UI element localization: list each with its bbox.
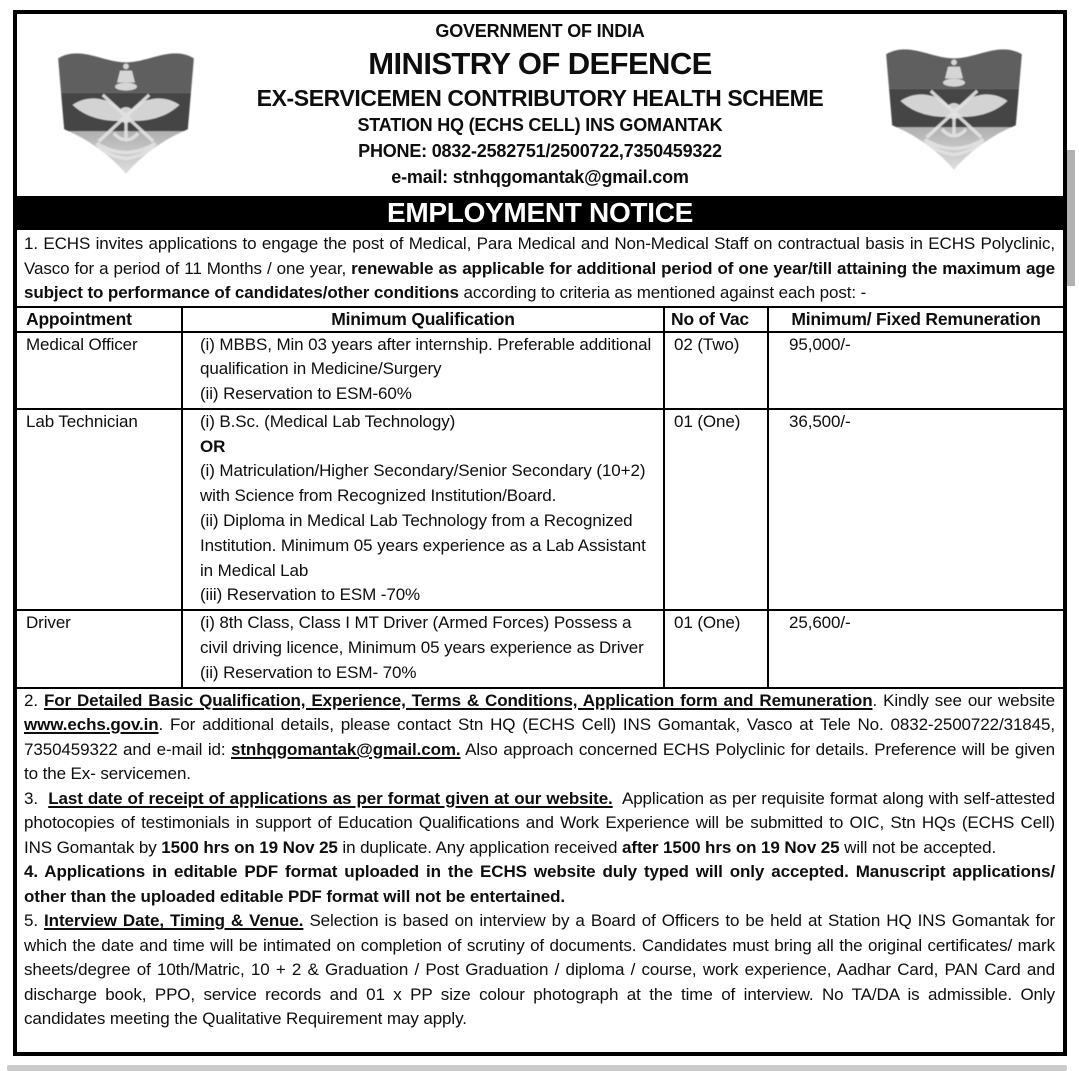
qualification-line: (i) B.Sc. (Medical Lab Technology) (200, 411, 456, 431)
qualification-line: (i) 8th Class, Class I MT Driver (Armed Forces) Possess a (200, 613, 632, 633)
ministry-line: MINISTRY OF DEFENCE (368, 46, 712, 81)
qualification-line: civil driving licence, Minimum 05 years experience as Driver (200, 638, 644, 658)
qualification-line: (ii) Reservation to ESM-60% (200, 384, 412, 404)
paragraph-details: 2. For Detailed Basic Qualification, Experience, Terms & Conditions, Application form and Remuneration. Kindly see our website www.echs.gov.in. For additional details, please contact Stn HQ (ECHS Cell) INS Gomantak, Vasco at Tele No. 0832-2500722/31845, 7350459322 and e-mail id: stnhqgomantak@gmail.com. Also approach concerned ECHS Polyclinic for details. Preference will be given to the Ex- servicemen. (24, 690, 1056, 784)
qualification-line: (i) MBBS, Min 03 years after internship. Preferable additional (200, 334, 652, 354)
remuneration-cell: 25,600/- (768, 610, 1063, 687)
qualification-line: (i) Matriculation/Higher Secondary/Senior Secondary (10+2) (200, 461, 646, 481)
paragraph-pdf-format: 4. Applications in editable PDF format uploaded in the ECHS website duly typed will only accepted. Manuscript applications/ other than the uploaded editable PDF format will not be entertained. (24, 862, 1055, 906)
scheme-line: EX-SERVICEMEN CONTRIBUTORY HEALTH SCHEME (256, 85, 824, 111)
tri-services-crest-icon (50, 42, 202, 184)
banner-title: EMPLOYMENT NOTICE (386, 197, 694, 228)
qualification-cell (182, 610, 664, 687)
government-line: GOVERNMENT OF INDIA (435, 21, 645, 41)
employment-notice-document (13, 10, 1067, 1056)
qualification-line: with Science from Recognized Institution/Board. (200, 486, 557, 506)
scan-artifact-bottom (7, 1065, 1067, 1071)
appointment-cell: Medical Officer (17, 332, 182, 409)
appointment-cell: Lab Technician (17, 409, 182, 610)
vacancy-table (17, 306, 1063, 689)
phone-line: PHONE: 0832-2582751/2500722,7350459322 (358, 141, 722, 161)
vacancy-cell: 01 (One) (664, 409, 768, 610)
letterhead (17, 14, 1063, 190)
appointment-cell: Driver (17, 610, 182, 687)
col-header-remuneration: Minimum/ Fixed Remuneration (768, 307, 1063, 332)
vacancy-table-body (17, 332, 1063, 688)
paragraph-last-date: 3. Last date of receipt of applications as per format given at our website. Application as per requisite format along with self-attested photocopies of testimonials in support of Education Qualifications and Work Experience will be submitted to OIC, Stn HQs (ECHS Cell) INS Gomantak by 1500 hrs on 19 Nov 25 in duplicate. Any application received after 1500 hrs on 19 Nov 25 will not be accepted. (24, 788, 1055, 857)
qualification-line: (iii) Reservation to ESM -70% (200, 585, 421, 605)
vacancy-cell: 02 (Two) (664, 332, 768, 409)
notice-body (17, 232, 1063, 1032)
remuneration-cell: 95,000/- (768, 332, 1063, 409)
employment-notice-banner (17, 196, 1063, 230)
qualification-line: in Medical Lab (200, 560, 309, 580)
qualification-cell (182, 332, 664, 409)
vacancy-cell: 01 (One) (664, 610, 768, 687)
qualification-line: (ii) Reservation to ESM- 70% (200, 662, 417, 682)
tri-services-crest-icon (878, 38, 1030, 180)
paragraph-interview: 5. Interview Date, Timing & Venue. Selection is based on interview by a Board of Officers to be held at Station HQ INS Gomantak for which the date and time will be intimated on completion of scrutiny of documents. Candidates must bring all the original certificates/ mark sheets/degree of 10th/Matric, 10 + 2 & Graduation / Post Graduation / diploma / course, work experience, Aadhar Card, PAN Card and discharge book, PPO, service records and 01 x PP size colour photograph at the time of interview. No TA/DA is admissible. Only candidates meeting the Qualitative Requirement may apply. (24, 911, 1055, 1029)
qualification-line: Institution. Minimum 05 years experience as a Lab Assistant (200, 535, 646, 555)
scan-artifact-right (1066, 150, 1075, 286)
qualification-line: OR (200, 436, 226, 456)
col-header-appointment: Appointment (17, 307, 182, 332)
station-line: STATION HQ (ECHS CELL) INS GOMANTAK (357, 115, 723, 135)
remuneration-cell: 36,500/- (768, 409, 1063, 610)
qualification-cell (182, 409, 664, 610)
col-header-qualification: Minimum Qualification (182, 307, 664, 332)
table-header-row (17, 307, 1063, 332)
table-row (17, 332, 1063, 409)
table-row (17, 610, 1063, 687)
col-header-vacancies: No of Vac (664, 307, 768, 332)
qualification-line: qualification in Medicine/Surgery (200, 359, 442, 379)
table-row (17, 409, 1063, 610)
email-line: e-mail: stnhqgomantak@gmail.com (391, 167, 689, 187)
qualification-line: (ii) Diploma in Medical Lab Technology from a Recognized (200, 511, 633, 531)
intro-paragraph: 1. ECHS invites applications to engage the post of Medical, Para Medical and Non-Medical Staff on contractual basis in ECHS Polyclinic, Vasco for a period of 11 Months / one year, renewable as applicable for additional period of one year/till attaining the maximum age subject to performance of candidates/other conditions according to criteria as mentioned against each post: - (24, 234, 1055, 302)
